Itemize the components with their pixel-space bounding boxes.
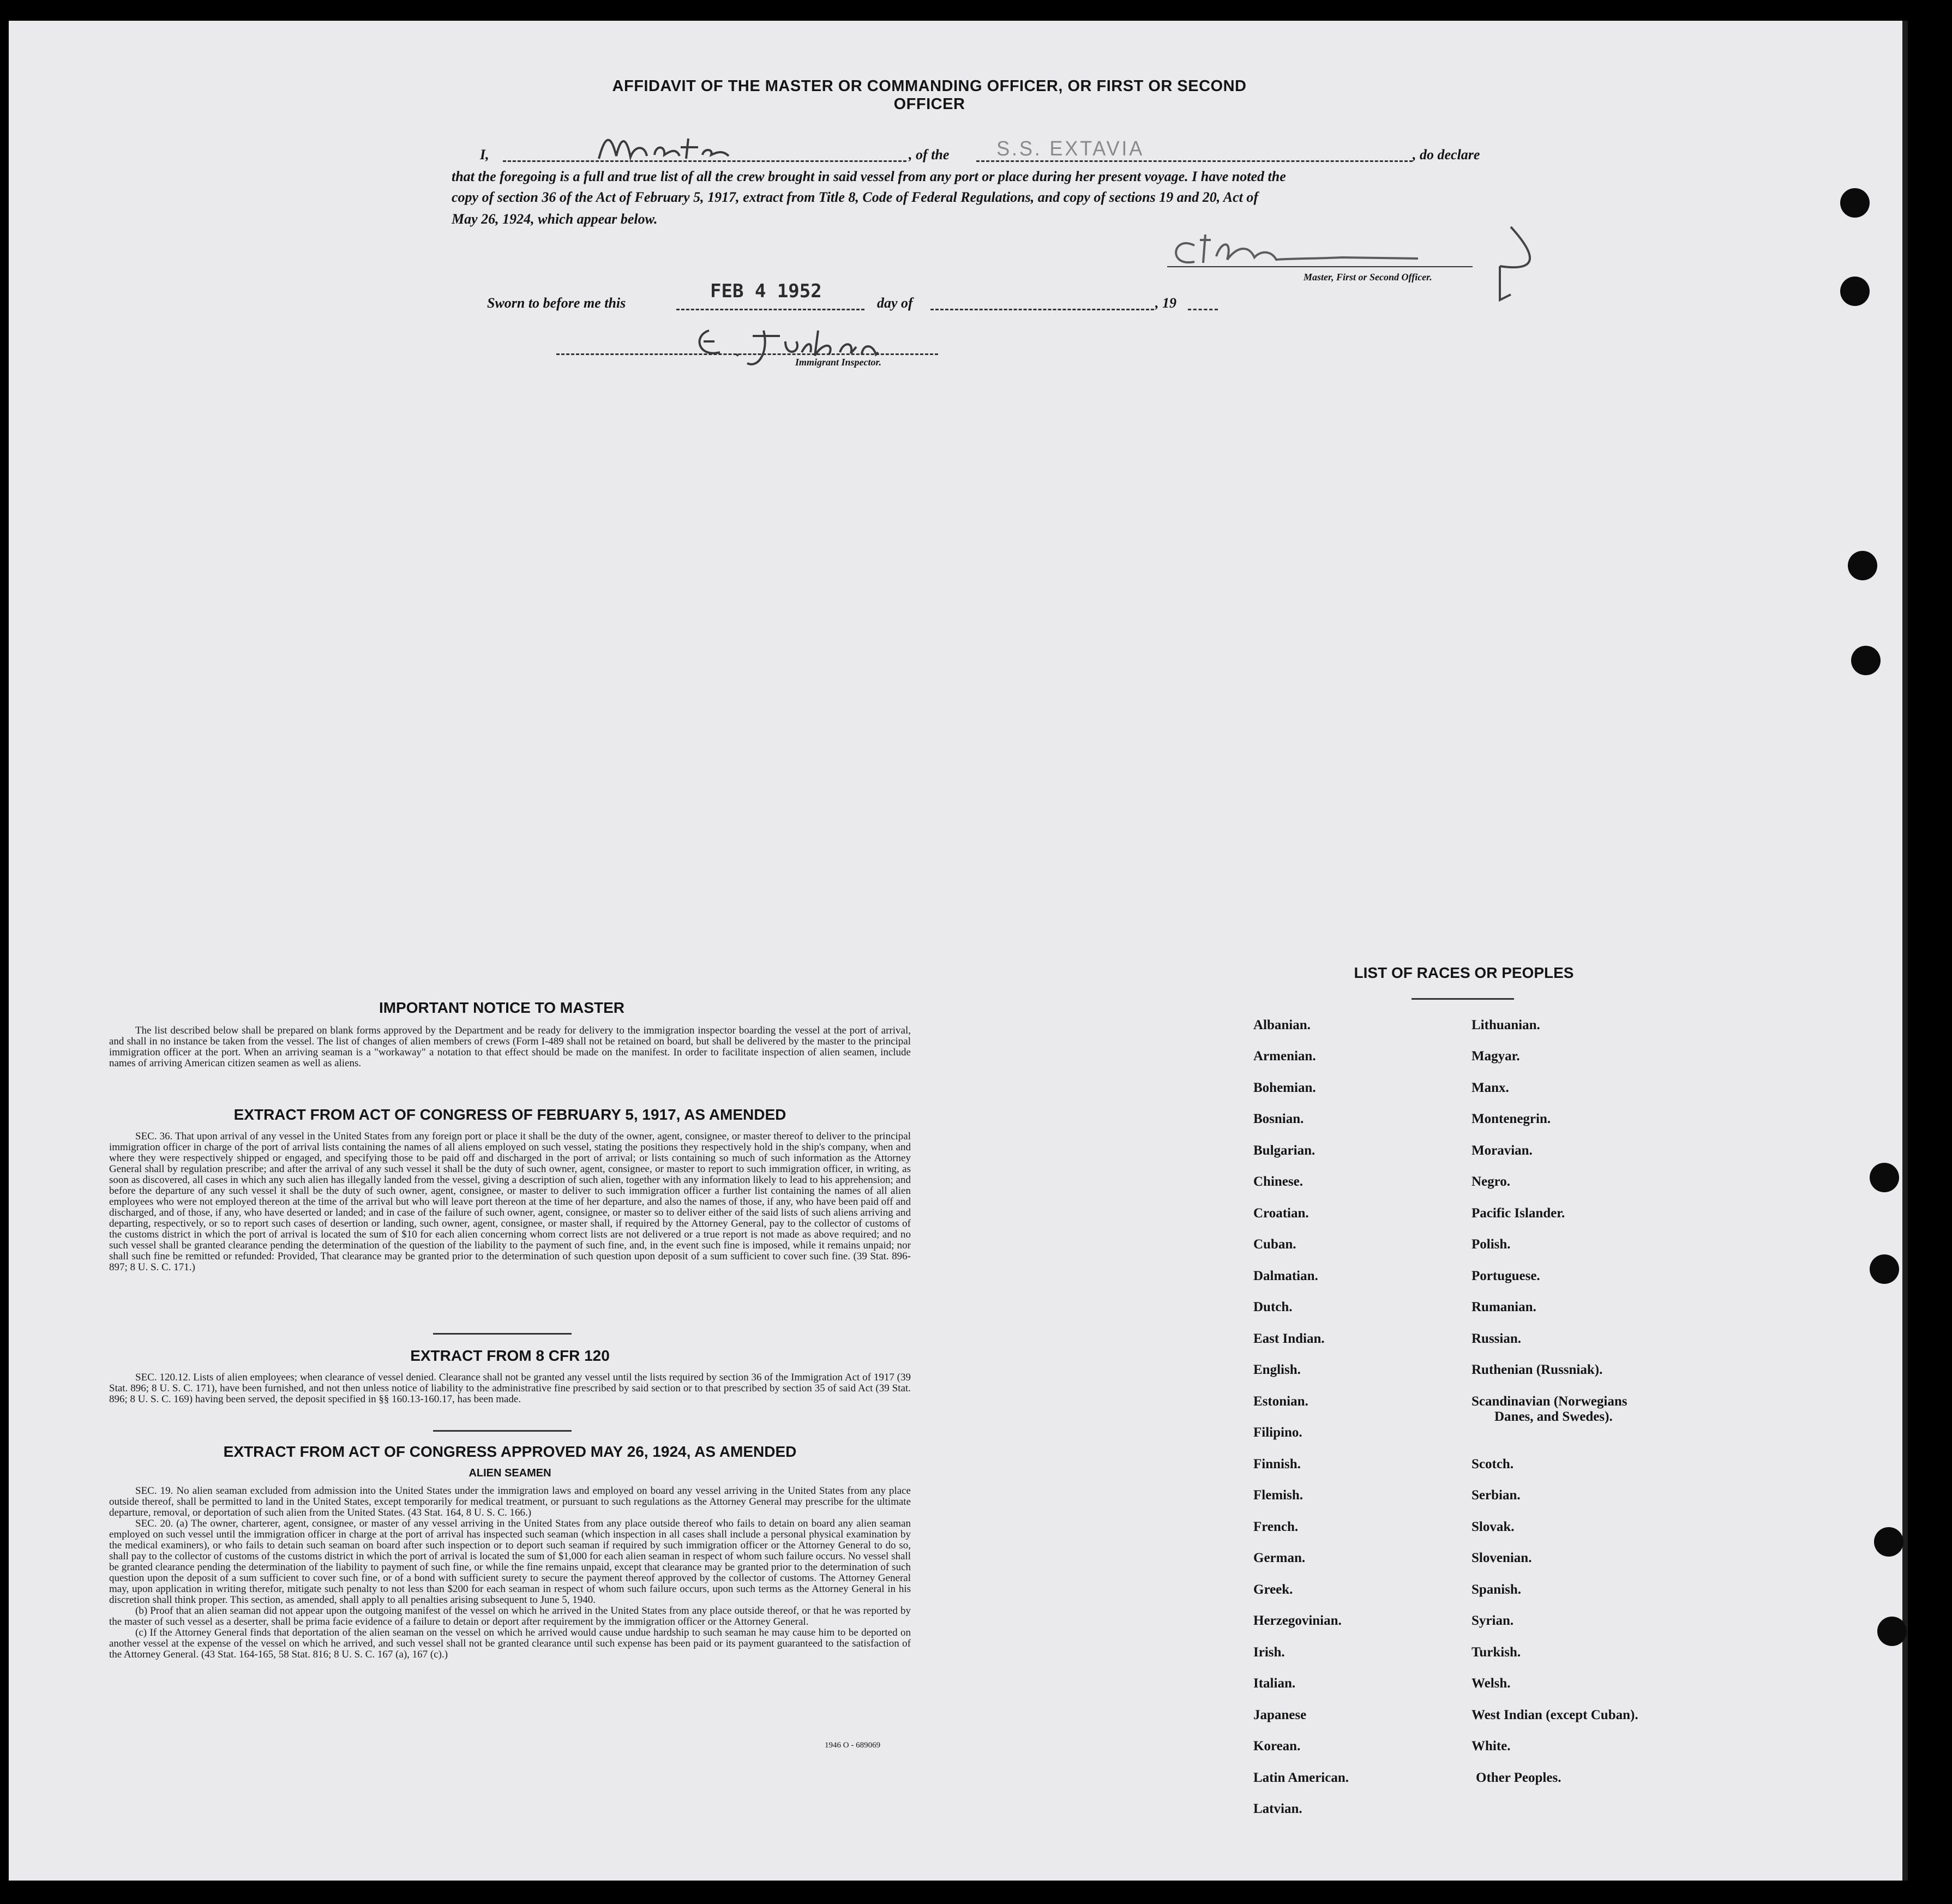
punch-hole (1851, 646, 1881, 675)
races-title: LIST OF RACES OR PEOPLES (1354, 964, 1574, 981)
master-caption: Master, First or Second Officer. (1304, 272, 1432, 283)
race-item: Magyar. (1471, 1049, 1520, 1064)
race-item: West Indian (except Cuban). (1471, 1708, 1638, 1722)
affidavit-line-4: May 26, 1924, which appear below. (452, 211, 658, 227)
extract-1917-title: EXTRACT FROM ACT OF CONGRESS OF FEBRUARY 5, 1917, AS AMENDED (233, 1106, 786, 1123)
extract-1917-text: SEC. 36. That upon arrival of any vessel in the United States from any foreign port or place it shall be the duty of the owner, agent, consignee, or master thereof to deliver to the principal immigration officer in charge of the port of arrival lists containing the names of all aliens employed on such vessel, stating the positions they respectively hold in the ship's company, when and where they were respectively shipped or engaged, and specifying those to be paid off and discharged in the port of arrival; or lists containing so much of such information as the Attorney General shall by regulation prescribe; and after the arrival of any such vessel it shall be the duty of such owner, agent, consignee, or master to report to such immigration officer, in writing, as soon as discovered, all cases in which any such alien has illegally landed from the vessel, giving a description of such alien, together with any information likely to lead to his apprehension; and before the departure of any such vessel it shall be the duty of such owner, agent, consignee, or master to deliver to such immigration officer a further list containing the names of all alien employees who were not employed thereon at the time of the arrival but who will leave port thereon at the time of her departure, and also the names of those, if any, who have been paid off and discharged, and of those, if any, who have deserted or landed; and in case of the failure of such owner, agent, consignee, or master so to deliver either of the said lists of such aliens arriving and departing, respectively, or so to report such cases of desertion or landing, such owner, agent, consignee, or master shall, if required by the Attorney General, pay to the collector of customs of the customs district in which the port of arrival is located the sum of $10 for each alien concerning whom correct lists are not delivered or a true report is not made as above required; and no such vessel shall be granted clearance pending the determination of the question of the liability to the payment of such fine, and, in the event such fine is imposed, while it remains unpaid; nor shall such fine be remitted or refunded: Provided, That clearance may be granted prior to the determination of such question upon deposit of a sum sufficient to cover such fine. (39 Stat. 896-897; 8 U. S. C. 171.) (109, 1131, 911, 1273)
race-item: Portuguese. (1471, 1269, 1540, 1283)
of-the-label: , of the (909, 147, 950, 163)
race-item: Serbian. (1471, 1488, 1521, 1503)
race-item: Spanish. (1471, 1582, 1522, 1597)
race-item: East Indian. (1253, 1331, 1325, 1346)
race-item: Cuban. (1253, 1237, 1296, 1252)
year-prefix: , 19 (1155, 295, 1176, 311)
race-item: Greek. (1253, 1582, 1293, 1597)
extract-1924-text: SEC. 19. No alien seaman excluded from admission into the United States under the immigration laws and employed on board any vessel arriving in the United States from any place outside thereof, shall be permitted to land in the United States, except temporarily for medical treatment, or pursuant to such regulations as the Attorney General may prescribe for the ultimate departure, removal, or deportation of such alien from the United States. (43 Stat. 164, 8 U. S. C. 166.) SEC. 20. (a) The owner, charterer, agent, consignee, or master of any vessel arriving in the United States from any place outside thereof who fails to detain on board any alien seaman employed on such vessel until the immigration officer in charge at the port of arrival has inspected such seaman (which inspection in all cases shall include a personal physical examination by the medical examiners), or who fails to detain such seaman on board after such inspection or to deport such seaman if required by such immigration officer or the Attorney General to do so, shall pay to the collector of customs of the customs district in which the port of arrival is located the sum of $1,000 for each alien seaman in respect of whom such failure occurs. No vessel shall be granted clearance pending the determination of the liability to payment of such fine, or while the fine remains unpaid, except that clearance may be granted prior to the determination of such question upon the deposit of a sum sufficient to cover such fine, or of a bond with sufficient surety to secure the payment thereof approved by the collector of customs. The Attorney General may, upon application in writing therefor, mitigate such penalty to not less than $200 for each seaman in respect of whom such failure occurs, upon such terms as the Attorney General in his discretion shall think proper. This section, as amended, shall apply to all penalties arising subsequent to June 5, 1940. (b) Proof that an alien seaman did not appear upon the outgoing manifest of the vessel on which he arrived in the United States from any place outside thereof, or that he was reported by the master of such vessel as a deserter, shall be prima facie evidence of a failure to detain or deport after requirement by the immigration officer or the Attorney General. (c) If the Attorney General finds that deportation of the alien seaman on the vessel on which he arrived would cause undue hardship to such seaman he may cause him to be deported on another vessel at the expense of the vessel on which he arrived, and such vessel shall not be granted clearance until such expense has been paid or its payment guaranteed to the satisfaction of the Attorney General. (43 Stat. 164-165, 58 Stat. 816; 8 U. S. C. 167 (a), 167 (c).) (109, 1485, 911, 1660)
affidavit-line-2: that the foregoing is a full and true list of all the crew brought in said vessel from any port or place during her present voyage. I have noted the (452, 169, 1286, 184)
race-item: English. (1253, 1362, 1301, 1377)
race-item: Danes, and Swedes). (1494, 1409, 1613, 1424)
race-item: Korean. (1253, 1739, 1301, 1753)
notice-text: The list described below shall be prepared on blank forms approved by the Department and be ready for delivery to the immigration inspector boarding the vessel at the port of arrival, and shall in no instance be taken from the vessel. The list of changes of alien members of crews (Form I-489 shall not be retained on board, but shall be delivered by the master to the principal immigration officer at the port. When an arriving seaman is a "workaway" a notation to that effect should be made on the manifest. In order to facilitate inspection of alien seamen, include names of arriving American citizen seamen as well as aliens. (109, 1025, 911, 1069)
race-item: Russian. (1471, 1331, 1522, 1346)
race-item: Estonian. (1253, 1394, 1308, 1409)
race-item: Scandinavian (Norwegians (1471, 1394, 1627, 1409)
race-item: Lithuanian. (1471, 1018, 1540, 1032)
race-item: Montenegrin. (1471, 1112, 1551, 1126)
race-item: White. (1471, 1739, 1511, 1753)
punch-hole (1840, 277, 1870, 306)
punch-hole (1870, 1163, 1899, 1192)
master-signature (1162, 224, 1554, 305)
race-item: Herzegovinian. (1253, 1613, 1342, 1628)
extract-1924-title: EXTRACT FROM ACT OF CONGRESS APPROVED MAY 26, 1924, AS AMENDED (223, 1443, 797, 1460)
race-item: Italian. (1253, 1676, 1296, 1691)
month-line (930, 309, 1154, 310)
divider (433, 1333, 572, 1335)
print-code: 1946 O - 689069 (825, 1741, 881, 1750)
punch-hole (1874, 1527, 1903, 1557)
do-declare-label: , do declare (1413, 147, 1480, 163)
race-item: Filipino. (1253, 1425, 1302, 1440)
date-stamp: FEB 4 1952 (710, 280, 822, 302)
affidavit-title: AFFIDAVIT OF THE MASTER OR COMMANDING OFFICER, OR FIRST OR SECOND OFFICER (612, 77, 1247, 113)
race-item: Rumanian. (1471, 1300, 1536, 1314)
inspector-signature-line (556, 353, 938, 355)
year-line (1188, 309, 1218, 310)
race-item: Irish. (1253, 1645, 1285, 1660)
race-item: Armenian. (1253, 1049, 1316, 1064)
race-item: Chinese. (1253, 1174, 1303, 1189)
race-item: Flemish. (1253, 1488, 1303, 1503)
inspector-caption: Immigrant Inspector. (795, 357, 882, 368)
race-item: Bohemian. (1253, 1080, 1316, 1095)
punch-hole (1870, 1254, 1899, 1284)
race-item: Slovak. (1471, 1519, 1515, 1534)
master-handwriting (594, 129, 774, 167)
race-item: Welsh. (1471, 1676, 1511, 1691)
race-item: Dalmatian. (1253, 1269, 1318, 1283)
vessel-stamp: S.S. EXTAVIA (996, 137, 1145, 160)
race-item: Japanese (1253, 1708, 1307, 1722)
race-item: Croatian. (1253, 1206, 1309, 1221)
race-item: Syrian. (1471, 1613, 1514, 1628)
race-item: Bulgarian. (1253, 1143, 1316, 1158)
race-item: Albanian. (1253, 1018, 1311, 1032)
divider (433, 1430, 572, 1432)
race-item: Latvian. (1253, 1801, 1302, 1816)
day-of-label: day of (877, 295, 913, 311)
punch-hole (1848, 551, 1877, 580)
race-item: German. (1253, 1551, 1306, 1565)
extract-cfr-title: EXTRACT FROM 8 CFR 120 (410, 1347, 610, 1364)
race-item: Polish. (1471, 1237, 1511, 1252)
race-item: Turkish. (1471, 1645, 1521, 1660)
race-item: Finnish. (1253, 1457, 1301, 1471)
i-label: I, (480, 147, 489, 163)
affidavit-line-3: copy of section 36 of the Act of February 5, 1917, extract from Title 8, Code of Federal Regulations, and copy of sections 19 and 20, Act of (452, 189, 1258, 205)
race-item: Manx. (1471, 1080, 1509, 1095)
race-item: Ruthenian (Russniak). (1471, 1362, 1603, 1377)
extract-cfr-text: SEC. 120.12. Lists of alien employees; when clearance of vessel denied. Clearance shall not be granted any vessel until the lists required by section 36 of the Immigration Act of 1917 (39 Stat. 896; 8 U. S. C. 171), have been furnished, and not then unless notice of liability to the administrative fine prescribed by said section or to that prescribed by section 35 of said Act (39 Stat. 896; 8 U. S. C. 169) having been served, the deposit specified in §§ 160.13-160.17, has been made. (109, 1372, 911, 1405)
divider (1412, 998, 1514, 1000)
master-signature-line (1167, 266, 1473, 267)
race-item: Scotch. (1471, 1457, 1514, 1471)
race-item: Slovenian. (1471, 1551, 1532, 1565)
notice-title: IMPORTANT NOTICE TO MASTER (379, 999, 625, 1016)
race-item: Pacific Islander. (1471, 1206, 1565, 1221)
sworn-date-line (676, 309, 864, 310)
punch-hole (1877, 1617, 1907, 1646)
race-item: Latin American. (1253, 1770, 1349, 1785)
race-item: Moravian. (1471, 1143, 1533, 1158)
race-item: Other Peoples. (1476, 1770, 1561, 1785)
race-item: Bosnian. (1253, 1112, 1304, 1126)
race-item: Negro. (1471, 1174, 1511, 1189)
punch-hole (1840, 188, 1870, 218)
race-item: French. (1253, 1519, 1299, 1534)
sworn-label: Sworn to before me this (487, 295, 626, 311)
alien-seamen-subtitle: ALIEN SEAMEN (469, 1467, 551, 1479)
race-item: Dutch. (1253, 1300, 1293, 1314)
